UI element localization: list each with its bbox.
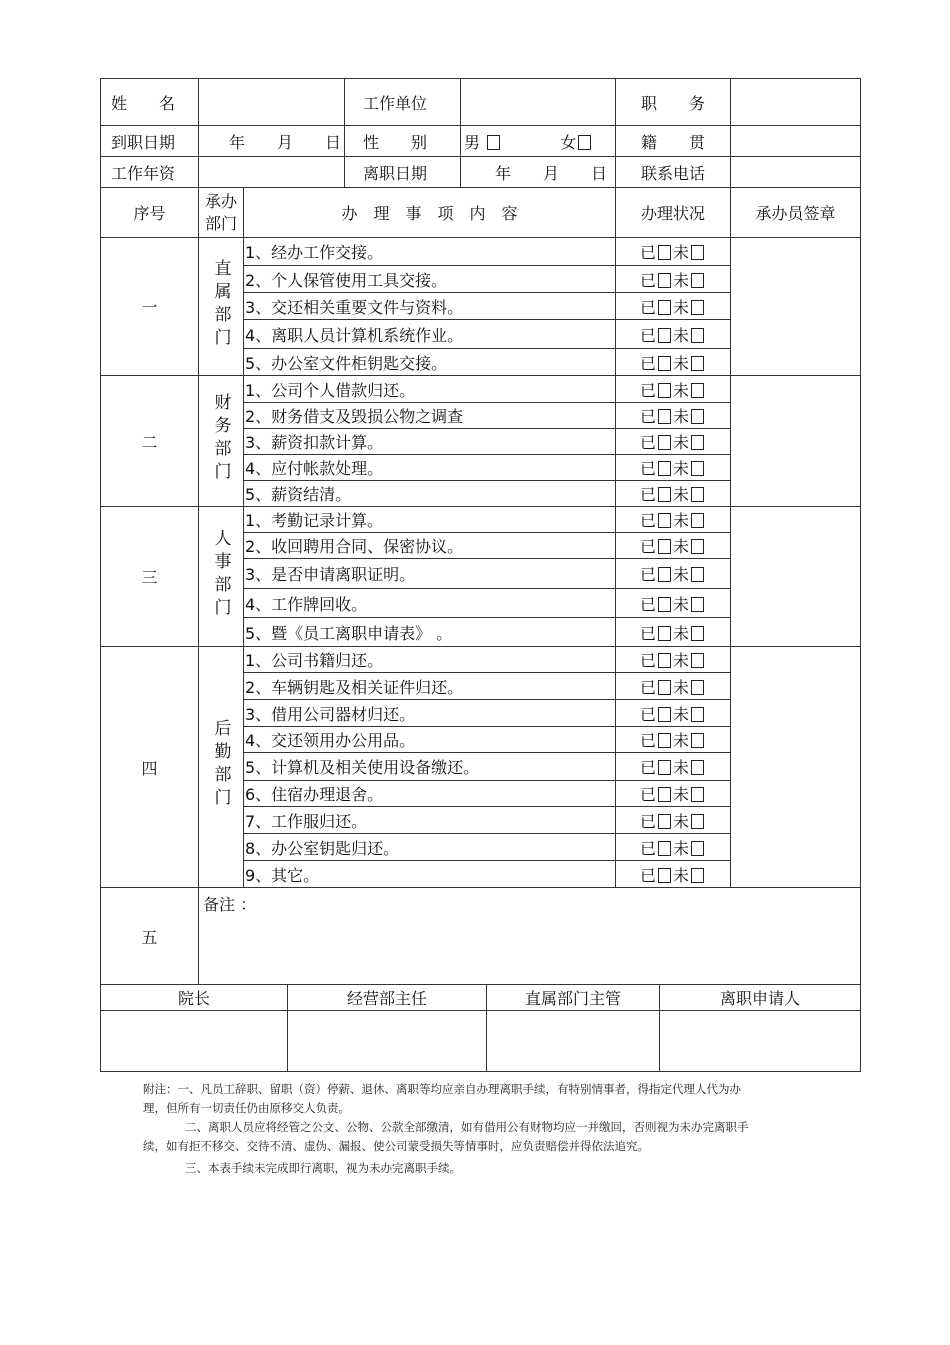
task-item: 4、工作牌回收。 — [244, 589, 616, 618]
status-done-label: 已 — [639, 651, 656, 670]
status-pending-checkbox[interactable] — [691, 680, 704, 695]
status-pending-checkbox[interactable] — [691, 245, 704, 260]
task-item: 5、薪资结清。 — [244, 481, 616, 507]
task-status — [616, 700, 731, 727]
sig-label-president: 院长 — [101, 985, 288, 1011]
status-pending-checkbox[interactable] — [691, 814, 704, 829]
task-item: 1、公司个人借款归还。 — [244, 376, 616, 403]
task-status — [616, 507, 731, 533]
position-label: 职 务 — [616, 79, 731, 126]
status-done-label: 已 — [639, 243, 656, 262]
status-pending-label: 未 — [673, 677, 690, 697]
status-done-label: 已 — [639, 623, 656, 643]
status-pending-checkbox[interactable] — [691, 868, 704, 883]
status-pending-checkbox[interactable] — [691, 707, 704, 722]
task-status — [616, 559, 731, 589]
task-item: 2、车辆钥匙及相关证件归还。 — [244, 673, 616, 700]
status-done-label: 已 — [639, 865, 656, 885]
footnote-2: 二、离职人员应将经管之公文、公物、公款全部缴清，如有借用公有财物均应一并缴回，否则视为未办完离职手续，如有拒不移交、交待不清、虚伪、漏报、使公司蒙受损失等情事时，应负责赔偿并得依法追究。 — [143, 1120, 749, 1153]
status-done-label: 已 — [639, 594, 656, 614]
section-dept-label: 后勤部门 — [210, 719, 231, 811]
task-item: 4、应付帐款处理。 — [244, 455, 616, 481]
status-pending-checkbox[interactable] — [691, 653, 704, 668]
status-done-checkbox[interactable] — [658, 733, 671, 748]
sig-field-president[interactable] — [101, 1011, 288, 1072]
section-seq-hr: 三 — [101, 507, 199, 647]
section-dept-direct — [199, 238, 244, 376]
officer-signature-field[interactable] — [731, 647, 861, 888]
task-status — [616, 861, 731, 888]
status-done-label: 已 — [639, 731, 656, 750]
status-done-label: 已 — [639, 433, 656, 452]
leave-date-field[interactable]: 年 月 日 — [461, 157, 616, 188]
status-pending-label: 未 — [673, 758, 690, 777]
status-pending-label: 未 — [673, 838, 690, 858]
sign-header: 承办员签章 — [731, 188, 861, 238]
task-status — [616, 727, 731, 753]
status-done-checkbox[interactable] — [658, 680, 671, 695]
remarks-seq: 五 — [101, 888, 199, 985]
gender-female-checkbox[interactable] — [578, 135, 591, 150]
status-pending-checkbox[interactable] — [691, 356, 704, 371]
status-done-label: 已 — [639, 270, 656, 290]
section-dept-hr — [199, 507, 244, 647]
status-done-checkbox[interactable] — [658, 814, 671, 829]
task-item: 6、住宿办理退舍。 — [244, 781, 616, 807]
task-status — [616, 429, 731, 455]
task-item: 2、财务借支及毁损公物之调查 — [244, 403, 616, 429]
officer-signature-field[interactable] — [731, 507, 861, 647]
status-done-label: 已 — [639, 380, 656, 400]
status-done-label: 已 — [639, 459, 656, 478]
content-header: 办 理 事 项 内 容 — [244, 188, 616, 238]
join-date-label: 到职日期 — [101, 126, 199, 157]
task-status — [616, 781, 731, 807]
task-item: 4、交还领用办公用品。 — [244, 727, 616, 753]
sig-label-business-director: 经营部主任 — [288, 985, 487, 1011]
status-done-label: 已 — [639, 407, 656, 426]
status-done-label: 已 — [639, 838, 656, 858]
status-pending-label: 未 — [673, 380, 690, 400]
status-pending-label: 未 — [673, 243, 690, 262]
task-status — [616, 533, 731, 559]
seniority-label: 工作年资 — [101, 157, 199, 188]
status-done-checkbox[interactable] — [658, 300, 671, 315]
status-pending-label: 未 — [673, 407, 690, 426]
status-pending-checkbox[interactable] — [691, 733, 704, 748]
status-pending-label: 未 — [673, 511, 690, 530]
task-status — [616, 403, 731, 429]
task-item: 1、公司书籍归还。 — [244, 647, 616, 673]
status-pending-checkbox[interactable] — [691, 328, 704, 343]
task-item: 9、其它。 — [244, 861, 616, 888]
status-pending-checkbox[interactable] — [691, 513, 704, 528]
sig-field-applicant[interactable] — [660, 1011, 861, 1072]
leave-date-label: 离职日期 — [345, 157, 461, 188]
sig-field-business-director[interactable] — [288, 1011, 487, 1072]
task-status — [616, 320, 731, 349]
status-done-checkbox[interactable] — [658, 461, 671, 476]
status-done-checkbox[interactable] — [658, 273, 671, 288]
status-done-checkbox[interactable] — [658, 707, 671, 722]
status-pending-checkbox[interactable] — [691, 409, 704, 424]
task-status — [616, 481, 731, 507]
section-seq-direct: 一 — [101, 238, 199, 376]
status-done-label: 已 — [639, 297, 656, 317]
status-done-checkbox[interactable] — [658, 653, 671, 668]
task-item: 4、离职人员计算机系统作业。 — [244, 320, 616, 349]
remarks-label: 备注 ： — [203, 895, 257, 914]
status-pending-checkbox[interactable] — [691, 841, 704, 856]
task-item: 2、个人保管使用工具交接。 — [244, 266, 616, 293]
task-item: 2、收回聘用合同、保密协议。 — [244, 533, 616, 559]
native-place-field[interactable] — [731, 126, 861, 157]
task-item: 3、借用公司器材归还。 — [244, 700, 616, 727]
status-pending-checkbox[interactable] — [691, 383, 704, 398]
sig-field-dept-supervisor[interactable] — [487, 1011, 660, 1072]
status-done-label: 已 — [639, 485, 656, 504]
task-status — [616, 753, 731, 781]
main-table — [100, 78, 861, 985]
task-status — [616, 673, 731, 700]
status-done-label: 已 — [639, 704, 656, 724]
status-pending-label: 未 — [673, 353, 690, 373]
work-unit-label: 工作单位 — [345, 79, 461, 126]
section-dept-finance — [199, 376, 244, 507]
status-header: 办理状况 — [616, 188, 731, 238]
status-pending-label: 未 — [673, 537, 690, 556]
officer-signature-field[interactable] — [731, 376, 861, 507]
task-status — [616, 647, 731, 673]
status-done-checkbox[interactable] — [658, 841, 671, 856]
task-item: 5、办公室文件柜钥匙交接。 — [244, 349, 616, 376]
section-dept-label: 直属部门 — [210, 258, 231, 351]
status-pending-label: 未 — [673, 811, 690, 831]
status-done-checkbox[interactable] — [658, 328, 671, 343]
status-done-checkbox[interactable] — [658, 487, 671, 502]
status-done-checkbox[interactable] — [658, 567, 671, 582]
position-field[interactable] — [731, 79, 861, 126]
status-done-label: 已 — [639, 325, 656, 345]
officer-signature-field[interactable] — [731, 238, 861, 376]
status-done-checkbox[interactable] — [658, 868, 671, 883]
status-pending-checkbox[interactable] — [691, 626, 704, 641]
status-pending-checkbox[interactable] — [691, 300, 704, 315]
status-done-label: 已 — [639, 353, 656, 373]
join-date-field[interactable]: 年 月 日 — [199, 126, 345, 157]
status-pending-label: 未 — [673, 731, 690, 750]
status-done-label: 已 — [639, 537, 656, 556]
status-done-checkbox[interactable] — [658, 626, 671, 641]
task-status — [616, 293, 731, 320]
status-pending-label: 未 — [673, 623, 690, 643]
task-status — [616, 376, 731, 403]
section-seq-logistics: 四 — [101, 647, 199, 888]
gender-female-label: 女 — [560, 132, 577, 152]
task-item: 1、考勤记录计算。 — [244, 507, 616, 533]
status-done-label: 已 — [639, 511, 656, 530]
sig-label-dept-supervisor: 直属部门主管 — [487, 985, 660, 1011]
status-done-checkbox[interactable] — [658, 409, 671, 424]
status-pending-label: 未 — [673, 565, 690, 584]
gender-male-label: 男 — [464, 132, 481, 152]
status-done-label: 已 — [639, 785, 656, 804]
status-pending-checkbox[interactable] — [691, 787, 704, 802]
status-done-label: 已 — [639, 677, 656, 697]
status-pending-checkbox[interactable] — [691, 273, 704, 288]
gender-label: 性 别 — [345, 126, 461, 157]
status-done-checkbox[interactable] — [658, 513, 671, 528]
task-item: 5、暨《员工离职申请表》 。 — [244, 618, 616, 647]
task-item: 7、工作服归还。 — [244, 807, 616, 834]
status-pending-checkbox[interactable] — [691, 435, 704, 450]
status-done-label: 已 — [639, 758, 656, 777]
task-status — [616, 589, 731, 618]
gender-male-checkbox[interactable] — [487, 135, 500, 150]
task-status — [616, 266, 731, 293]
task-status — [616, 834, 731, 861]
status-pending-checkbox[interactable] — [691, 597, 704, 612]
seniority-field[interactable] — [199, 157, 345, 188]
gender-field[interactable] — [461, 126, 616, 157]
status-pending-label: 未 — [673, 594, 690, 614]
seq-header: 序号 — [101, 188, 199, 238]
task-status — [616, 349, 731, 376]
sig-label-applicant: 离职申请人 — [660, 985, 861, 1011]
status-pending-label: 未 — [673, 785, 690, 804]
task-item: 5、计算机及相关使用设备缴还。 — [244, 753, 616, 781]
task-item: 8、办公室钥匙归还。 — [244, 834, 616, 861]
status-done-checkbox[interactable] — [658, 383, 671, 398]
signature-table — [100, 984, 861, 1072]
remarks-field[interactable] — [199, 888, 861, 985]
section-dept-label: 人事部门 — [210, 528, 231, 621]
task-status — [616, 618, 731, 647]
status-pending-label: 未 — [673, 459, 690, 478]
section-dept-logistics — [199, 647, 244, 888]
status-done-checkbox[interactable] — [658, 539, 671, 554]
status-pending-label: 未 — [673, 704, 690, 724]
native-place-label: 籍 贯 — [616, 126, 731, 157]
status-done-checkbox[interactable] — [658, 597, 671, 612]
status-done-checkbox[interactable] — [658, 760, 671, 775]
work-unit-field[interactable] — [461, 79, 616, 126]
task-status — [616, 455, 731, 481]
task-item: 1、经办工作交接。 — [244, 238, 616, 266]
status-pending-label: 未 — [673, 485, 690, 504]
status-pending-label: 未 — [673, 270, 690, 290]
status-pending-checkbox[interactable] — [691, 760, 704, 775]
status-done-checkbox[interactable] — [658, 787, 671, 802]
status-pending-checkbox[interactable] — [691, 461, 704, 476]
phone-field[interactable] — [731, 157, 861, 188]
status-pending-label: 未 — [673, 651, 690, 670]
phone-label: 联系电话 — [616, 157, 731, 188]
status-pending-label: 未 — [673, 433, 690, 452]
footnotes — [143, 1080, 753, 1178]
status-pending-label: 未 — [673, 297, 690, 317]
status-pending-label: 未 — [673, 865, 690, 885]
status-done-checkbox[interactable] — [658, 435, 671, 450]
resignation-form — [100, 78, 860, 1072]
status-done-label: 已 — [639, 811, 656, 831]
name-label: 姓 名 — [101, 79, 199, 126]
section-seq-finance: 二 — [101, 376, 199, 507]
task-status — [616, 807, 731, 834]
task-item: 3、是否申请离职证明。 — [244, 559, 616, 589]
status-pending-label: 未 — [673, 325, 690, 345]
name-field[interactable] — [199, 79, 345, 126]
dept-header-text: 承办部门 — [204, 191, 237, 233]
status-pending-checkbox[interactable] — [691, 567, 704, 582]
status-done-checkbox[interactable] — [658, 245, 671, 260]
status-pending-checkbox[interactable] — [691, 487, 704, 502]
footnote-3: 三、本表手续未完成即行离职，视为未办完离职手续。 — [185, 1161, 461, 1175]
status-pending-checkbox[interactable] — [691, 539, 704, 554]
task-status — [616, 238, 731, 266]
task-item: 3、交还相关重要文件与资料。 — [244, 293, 616, 320]
footnote-1: 附注：一、凡员工辞职、留职（资）停薪、退休、离职等均应亲自办理离职手续，有特别情事者，得指定代理人代为办理，但所有一切责任仍由原移交人负责。 — [143, 1082, 741, 1115]
section-dept-label: 财务部门 — [210, 393, 231, 485]
status-done-label: 已 — [639, 565, 656, 584]
dept-header — [199, 188, 244, 238]
task-item: 3、薪资扣款计算。 — [244, 429, 616, 455]
status-done-checkbox[interactable] — [658, 356, 671, 371]
